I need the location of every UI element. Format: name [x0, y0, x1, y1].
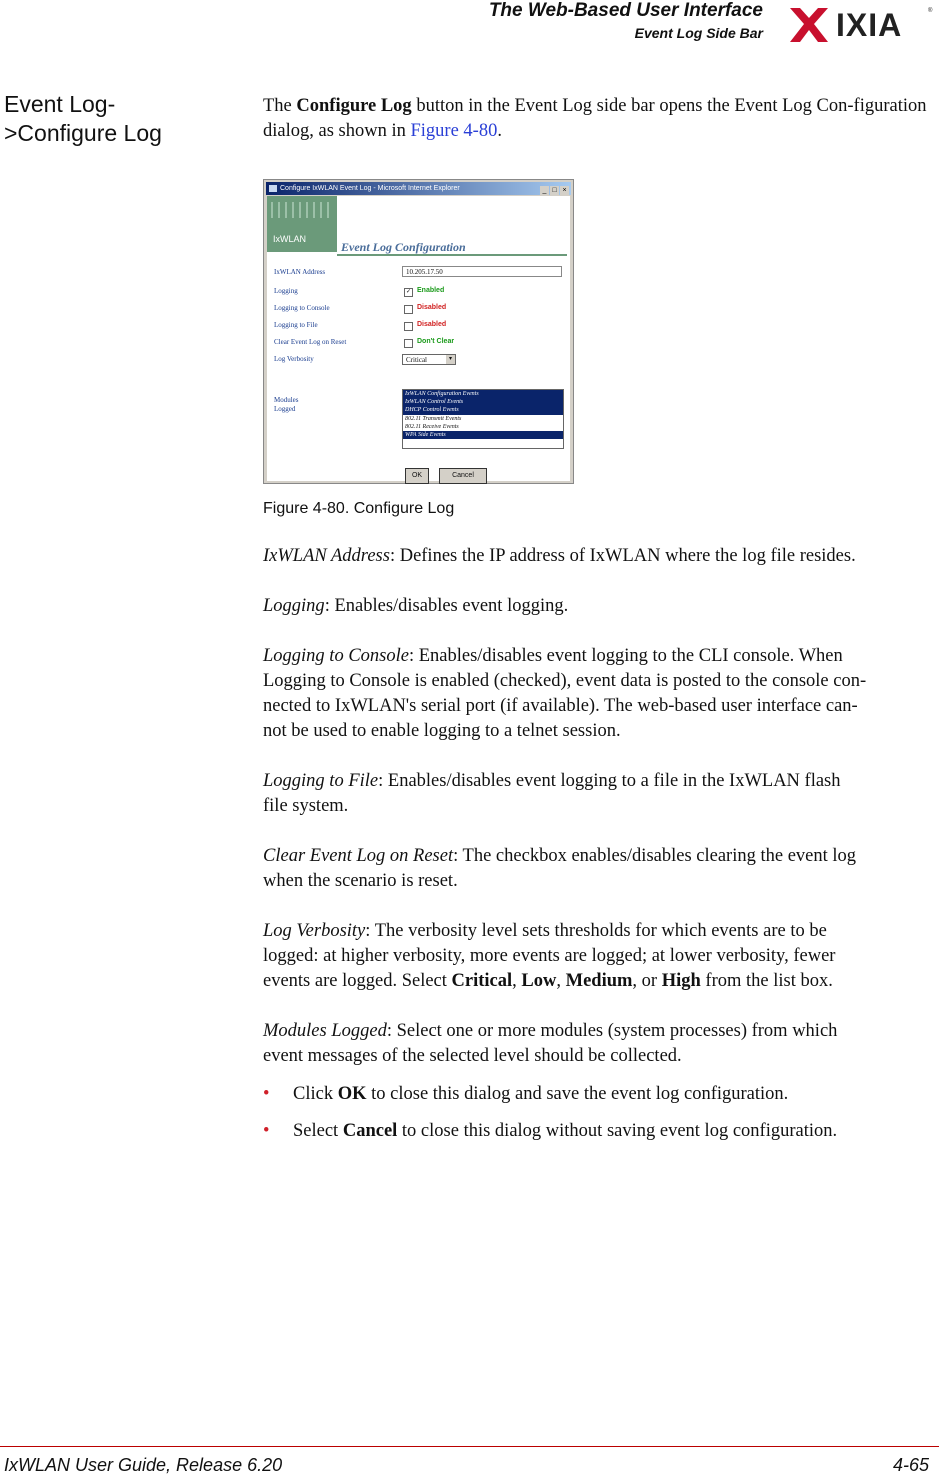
field-label-verbosity: Log Verbosity [274, 355, 314, 363]
running-header-title: The Web-Based User Interface [488, 0, 763, 21]
field-label-logging: Logging [274, 287, 298, 295]
module-item[interactable]: WPA Side Events [403, 431, 563, 439]
close-icon[interactable]: × [560, 186, 569, 195]
file-value: Disabled [417, 321, 447, 328]
svg-text:®: ® [928, 8, 933, 14]
running-header-subtitle: Event Log Side Bar [634, 25, 763, 41]
field-label-modules: Modules Logged [274, 396, 299, 413]
bullet-icon: • [263, 1084, 270, 1104]
file-checkbox[interactable] [404, 322, 413, 331]
dialog-titlebar: Configure IxWLAN Event Log - Microsoft Internet Explorer _ □ × [266, 182, 571, 195]
footer-divider [0, 1446, 939, 1447]
ie-icon [269, 185, 277, 192]
cancel-button[interactable]: Cancel [439, 468, 487, 484]
figure-caption: Figure 4-80. Configure Log [263, 500, 455, 517]
field-label-file: Logging to File [274, 321, 318, 329]
figure-link[interactable]: Figure 4-80 [410, 121, 498, 141]
dropdown-arrow-icon[interactable]: ▾ [446, 355, 455, 364]
para-logging: Logging: Enables/disables event logging. [263, 596, 569, 616]
logging-value: Enabled [417, 287, 445, 294]
para-address: IxWLAN Address: Defines the IP address of IxWLAN where the log file resides. [263, 546, 856, 566]
bullet-icon: • [263, 1121, 270, 1141]
field-label-address: IxWLAN Address [274, 268, 326, 276]
ixia-x-mark-icon [790, 8, 828, 42]
clear-checkbox[interactable] [404, 339, 413, 348]
para-console: Logging to Console: Enables/disables event logging to the CLI console. When Logging to Console is enabled (checked), event data is posted to the console con- nected to IxWLAN's serial port (if available). The web-based user interface can- not be used to enable logging to a telnet session. [263, 646, 867, 741]
maximize-icon[interactable]: □ [550, 186, 559, 195]
console-checkbox[interactable] [404, 305, 413, 314]
modules-listbox[interactable] [402, 389, 564, 449]
module-item[interactable]: IxWLAN Configuration Events [403, 390, 563, 398]
field-label-console: Logging to Console [274, 304, 330, 312]
para-clear: Clear Event Log on Reset: The checkbox enables/disables clearing the event log when the scenario is reset. [263, 846, 857, 891]
para-file: Logging to File: Enables/disables event logging to a file in the IxWLAN flash file system. [263, 771, 841, 816]
clear-value: Don't Clear [417, 338, 455, 345]
verbosity-select[interactable]: Critical ▾ [402, 354, 456, 365]
section-heading: Event Log->Configure Log [4, 91, 162, 146]
console-value: Disabled [417, 304, 447, 311]
footer-guide-title: IxWLAN User Guide, Release 6.20 [4, 1455, 283, 1475]
address-input[interactable]: 10.205.17.50 [402, 266, 562, 277]
page-number: 4-65 [892, 1455, 929, 1475]
ixia-logo [786, 0, 936, 48]
configure-log-screenshot [263, 179, 574, 484]
logging-checkbox[interactable]: ✓ [405, 289, 412, 295]
ixia-logo-text: IXIA [836, 7, 903, 43]
field-label-clear: Clear Event Log on Reset [274, 338, 347, 346]
dialog-heading: Event Log Configuration [341, 240, 466, 254]
para-verbosity: Log Verbosity: The verbosity level sets thresholds for which events are to be logged: at higher verbosity, more events are logged; at lower verbosity, fewer events are logged. Select Critical, Low, Medium, or High from the list box. [263, 921, 836, 991]
ok-button[interactable]: OK [405, 468, 429, 484]
intro-paragraph: The Configure Log button in the Event Log side bar opens the Event Log Con-figuration dialog, as shown in Figure 4-80. [263, 96, 927, 141]
module-item[interactable]: 802.11 Receive Events [405, 423, 459, 430]
minimize-icon[interactable]: _ [540, 186, 549, 195]
module-item[interactable]: 802.11 Transmit Events [405, 415, 462, 422]
module-item[interactable]: DHCP Control Events [403, 406, 563, 414]
para-modules: Modules Logged: Select one or more modules (system processes) from which event messages of the selected level should be collected. [263, 1021, 838, 1066]
ixwlan-banner: IxWLAN [267, 196, 337, 252]
module-item[interactable]: IxWLAN Control Events [403, 398, 563, 406]
